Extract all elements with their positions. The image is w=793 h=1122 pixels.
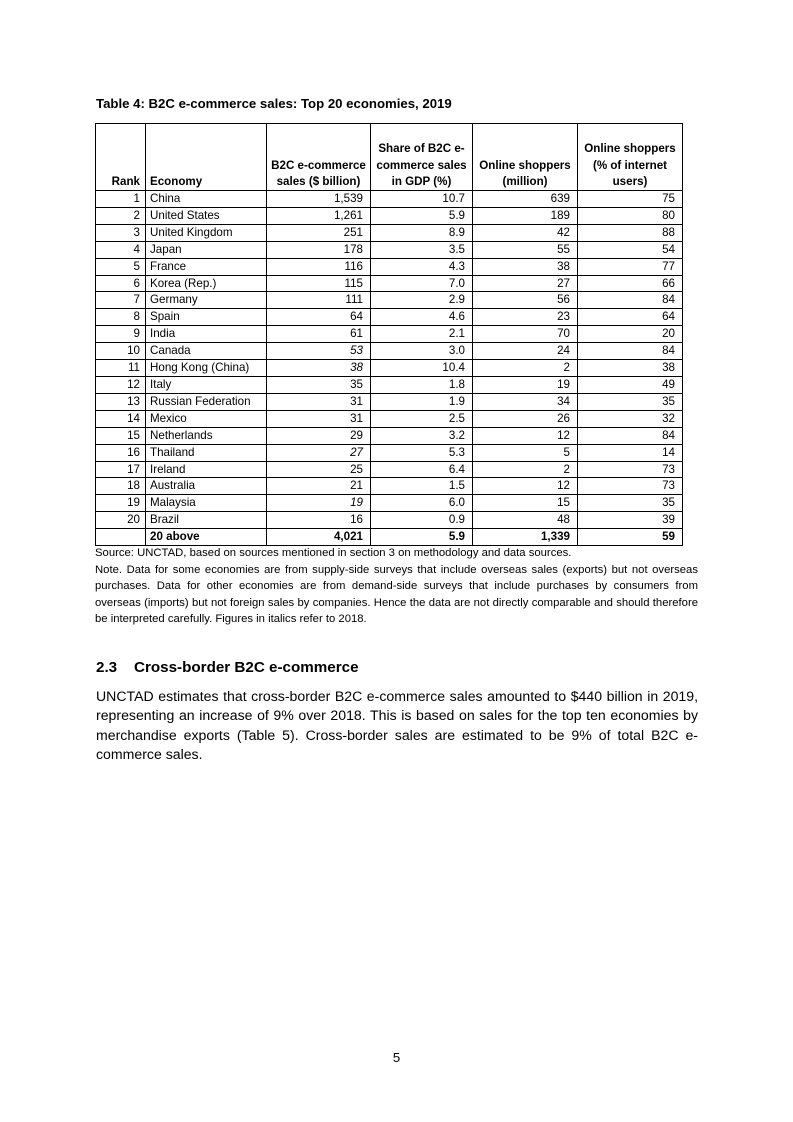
b2c-sales-cell: 31 [267,393,371,410]
online-shoppers-cell: 27 [473,275,578,292]
share-gdp-cell: 3.5 [371,241,473,258]
online-shoppers-cell: 19 [473,376,578,393]
section-title: Cross-border B2C e-commerce [134,659,359,676]
table-body [96,191,683,529]
share-gdp-cell: 4.6 [371,309,473,326]
rank-cell: 8 [96,309,146,326]
rank-cell: 4 [96,241,146,258]
rank-cell: 3 [96,224,146,241]
online-shoppers-cell: 70 [473,326,578,343]
online-shoppers-pct-cell: 35 [578,495,683,512]
b2c-sales-cell: 25 [267,461,371,478]
rank-cell: 9 [96,326,146,343]
online-shoppers-pct-cell: 32 [578,410,683,427]
table-row [96,326,683,343]
economy-cell: Korea (Rep.) [146,275,267,292]
share-gdp-cell: 10.7 [371,191,473,208]
header-online-shoppers-pct: Online shoppers (% of internet users) [578,124,683,191]
section-body-paragraph: UNCTAD estimates that cross-border B2C e-commerce sales amounted to $440 billion in 2019, representing an increase of 9% over 2018. This is based on sales for the top ten economies by merchandise exports (Table 5). Cross-border sales are estimated to be 9% of total B2C e-commerce sales. [96,688,698,762]
rank-cell: 17 [96,461,146,478]
b2c-sales-cell: 1,539 [267,191,371,208]
share-gdp-cell: 1.5 [371,478,473,495]
share-gdp-cell: 3.2 [371,427,473,444]
b2c-sales-cell: 19 [267,495,371,512]
share-gdp-cell: 6.4 [371,461,473,478]
page-number: 5 [392,1050,401,1065]
b2c-sales-cell: 115 [267,275,371,292]
economy-cell: Russian Federation [146,393,267,410]
online-shoppers-pct-cell: 77 [578,258,683,275]
rank-cell: 2 [96,207,146,224]
online-shoppers-pct-cell: 80 [578,207,683,224]
table-row [96,309,683,326]
economy-cell: United States [146,207,267,224]
online-shoppers-pct-cell: 49 [578,376,683,393]
online-shoppers-cell: 34 [473,393,578,410]
table-row [96,495,683,512]
online-shoppers-pct-cell: 14 [578,444,683,461]
rank-cell: 19 [96,495,146,512]
share-gdp-cell: 4.3 [371,258,473,275]
table-row [96,512,683,529]
online-shoppers-cell: 48 [473,512,578,529]
rank-cell: 18 [96,478,146,495]
online-shoppers-cell: 23 [473,309,578,326]
table-row [96,207,683,224]
b2c-sales-cell: 29 [267,427,371,444]
economy-cell: United Kingdom [146,224,267,241]
share-gdp-cell: 1.9 [371,393,473,410]
online-shoppers-pct-cell: 75 [578,191,683,208]
b2c-sales-cell: 21 [267,478,371,495]
rank-cell: 14 [96,410,146,427]
table-row [96,376,683,393]
rank-cell: 13 [96,393,146,410]
economy-cell: Canada [146,343,267,360]
rank-cell: 20 [96,512,146,529]
online-shoppers-pct-cell: 20 [578,326,683,343]
section-heading [96,659,359,676]
economy-cell: Thailand [146,444,267,461]
b2c-sales-cell: 178 [267,241,371,258]
rank-cell: 7 [96,292,146,309]
share-gdp-cell: 0.9 [371,512,473,529]
economy-cell: France [146,258,267,275]
b2c-sales-cell: 31 [267,410,371,427]
online-shoppers-pct-cell: 66 [578,275,683,292]
table-row [96,241,683,258]
table-row [96,393,683,410]
online-shoppers-pct-cell: 84 [578,343,683,360]
online-shoppers-pct-cell: 88 [578,224,683,241]
economy-cell: Malaysia [146,495,267,512]
header-share-gdp: Share of B2C e-commerce sales in GDP (%) [371,124,473,191]
rank-cell: 12 [96,376,146,393]
share-gdp-cell: 2.1 [371,326,473,343]
share-gdp-cell: 5.9 [371,207,473,224]
b2c-sales-table [95,123,683,546]
b2c-sales-cell: 116 [267,258,371,275]
economy-cell: Netherlands [146,427,267,444]
table-row [96,258,683,275]
share-gdp-cell: 3.0 [371,343,473,360]
b2c-sales-cell: 27 [267,444,371,461]
header-economy: Economy [146,124,267,191]
online-shoppers-cell: 24 [473,343,578,360]
online-shoppers-cell: 189 [473,207,578,224]
header-online-shoppers: Online shoppers (million) [473,124,578,191]
table-source: Source: UNCTAD, based on sources mentioned in section 3 on methodology and data sources. [95,547,572,559]
share-gdp-cell: 2.5 [371,410,473,427]
online-shoppers-cell: 15 [473,495,578,512]
rank-cell: 6 [96,275,146,292]
rank-cell: 10 [96,343,146,360]
online-shoppers-pct-cell: 54 [578,241,683,258]
table-row [96,478,683,495]
header-b2c-sales: B2C e-commerce sales ($ billion) [267,124,371,191]
b2c-sales-cell: 35 [267,376,371,393]
total-online-shoppers: 1,339 [473,529,578,546]
share-gdp-cell: 7.0 [371,275,473,292]
b2c-sales-cell: 251 [267,224,371,241]
online-shoppers-cell: 56 [473,292,578,309]
online-shoppers-cell: 5 [473,444,578,461]
online-shoppers-cell: 12 [473,427,578,444]
header-rank: Rank [96,124,146,191]
rank-cell: 5 [96,258,146,275]
table-total-row [96,529,683,546]
economy-cell: Spain [146,309,267,326]
economy-cell: Australia [146,478,267,495]
table-row [96,444,683,461]
share-gdp-cell: 8.9 [371,224,473,241]
b2c-sales-cell: 1,261 [267,207,371,224]
economy-cell: China [146,191,267,208]
b2c-sales-cell: 16 [267,512,371,529]
economy-cell: Ireland [146,461,267,478]
total-share-gdp: 5.9 [371,529,473,546]
b2c-sales-cell: 61 [267,326,371,343]
share-gdp-cell: 5.3 [371,444,473,461]
table-row [96,191,683,208]
online-shoppers-pct-cell: 84 [578,292,683,309]
rank-cell: 15 [96,427,146,444]
online-shoppers-cell: 42 [473,224,578,241]
b2c-sales-cell: 111 [267,292,371,309]
online-shoppers-pct-cell: 35 [578,393,683,410]
economy-cell: Brazil [146,512,267,529]
table-row [96,224,683,241]
online-shoppers-cell: 26 [473,410,578,427]
rank-cell: 16 [96,444,146,461]
online-shoppers-cell: 2 [473,461,578,478]
online-shoppers-cell: 639 [473,191,578,208]
table-header-row [96,124,683,191]
total-b2c-sales: 4,021 [267,529,371,546]
online-shoppers-cell: 38 [473,258,578,275]
table-row [96,292,683,309]
rank-cell: 1 [96,191,146,208]
rank-cell: 11 [96,360,146,377]
table-title: Table 4: B2C e-commerce sales: Top 20 economies, 2019 [96,96,452,111]
b2c-sales-cell: 64 [267,309,371,326]
total-rank-cell [96,529,146,546]
b2c-sales-cell: 53 [267,343,371,360]
economy-cell: Mexico [146,410,267,427]
online-shoppers-pct-cell: 73 [578,461,683,478]
section-number: 2.3 [96,659,118,676]
b2c-sales-cell: 38 [267,360,371,377]
table-row [96,343,683,360]
share-gdp-cell: 2.9 [371,292,473,309]
economy-cell: Germany [146,292,267,309]
economy-cell: Hong Kong (China) [146,360,267,377]
table-row [96,360,683,377]
online-shoppers-cell: 55 [473,241,578,258]
economy-cell: India [146,326,267,343]
share-gdp-cell: 1.8 [371,376,473,393]
economy-cell: Japan [146,241,267,258]
online-shoppers-cell: 2 [473,360,578,377]
table-row [96,461,683,478]
table-note: Note. Data for some economies are from supply-side surveys that include overseas sales (exports) but not overseas purchases. Data for other economies are from demand-side surveys that include purchases by consumers from overseas (imports) but not foreign sales by companies. Hence the data are not directly comparable and should therefore be interpreted carefully. Figures in italics refer to 2018. [95,564,698,625]
total-label: 20 above [146,529,267,546]
share-gdp-cell: 6.0 [371,495,473,512]
online-shoppers-pct-cell: 73 [578,478,683,495]
online-shoppers-pct-cell: 39 [578,512,683,529]
table-row [96,427,683,444]
table-row [96,275,683,292]
share-gdp-cell: 10.4 [371,360,473,377]
online-shoppers-cell: 12 [473,478,578,495]
economy-cell: Italy [146,376,267,393]
online-shoppers-pct-cell: 38 [578,360,683,377]
table-row [96,410,683,427]
online-shoppers-pct-cell: 64 [578,309,683,326]
total-online-shoppers-pct: 59 [578,529,683,546]
online-shoppers-pct-cell: 84 [578,427,683,444]
